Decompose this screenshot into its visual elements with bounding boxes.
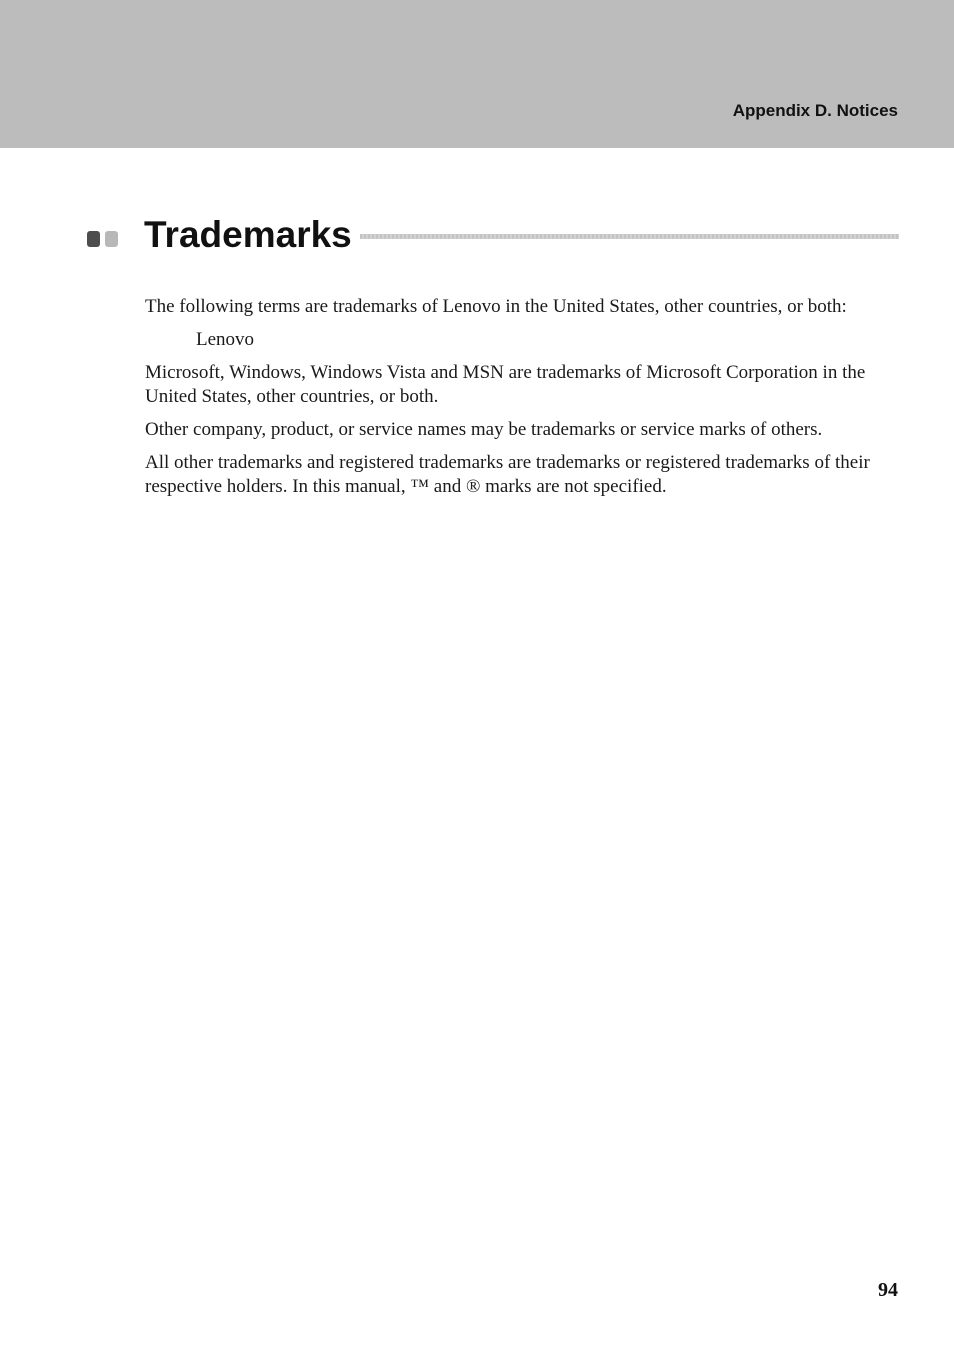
- all-other-paragraph: All other trademarks and registered trademarks are trademarks or registered trademarks of their respective holders. In this manual, ™ and ® marks are not specified.: [145, 452, 870, 497]
- title-rule: [360, 234, 899, 239]
- title-row: [86, 212, 899, 262]
- light-square-icon: [105, 231, 118, 247]
- content-body: [145, 295, 905, 508]
- trademark-item: Lenovo: [196, 329, 255, 350]
- other-names-paragraph: Other company, product, or service names may be trademarks or service marks of others.: [145, 419, 823, 440]
- page-number: 94: [878, 1279, 898, 1301]
- header-band: [0, 0, 954, 148]
- page-title: Trademarks: [144, 214, 352, 255]
- section-header: Appendix D. Notices: [732, 101, 898, 120]
- intro-paragraph: The following terms are trademarks of Lenovo in the United States, other countries, or both:: [145, 296, 847, 317]
- microsoft-paragraph: Microsoft, Windows, Windows Vista and MSN are trademarks of Microsoft Corporation in the United States, other countries, or both.: [145, 362, 866, 407]
- dark-square-icon: [87, 231, 100, 247]
